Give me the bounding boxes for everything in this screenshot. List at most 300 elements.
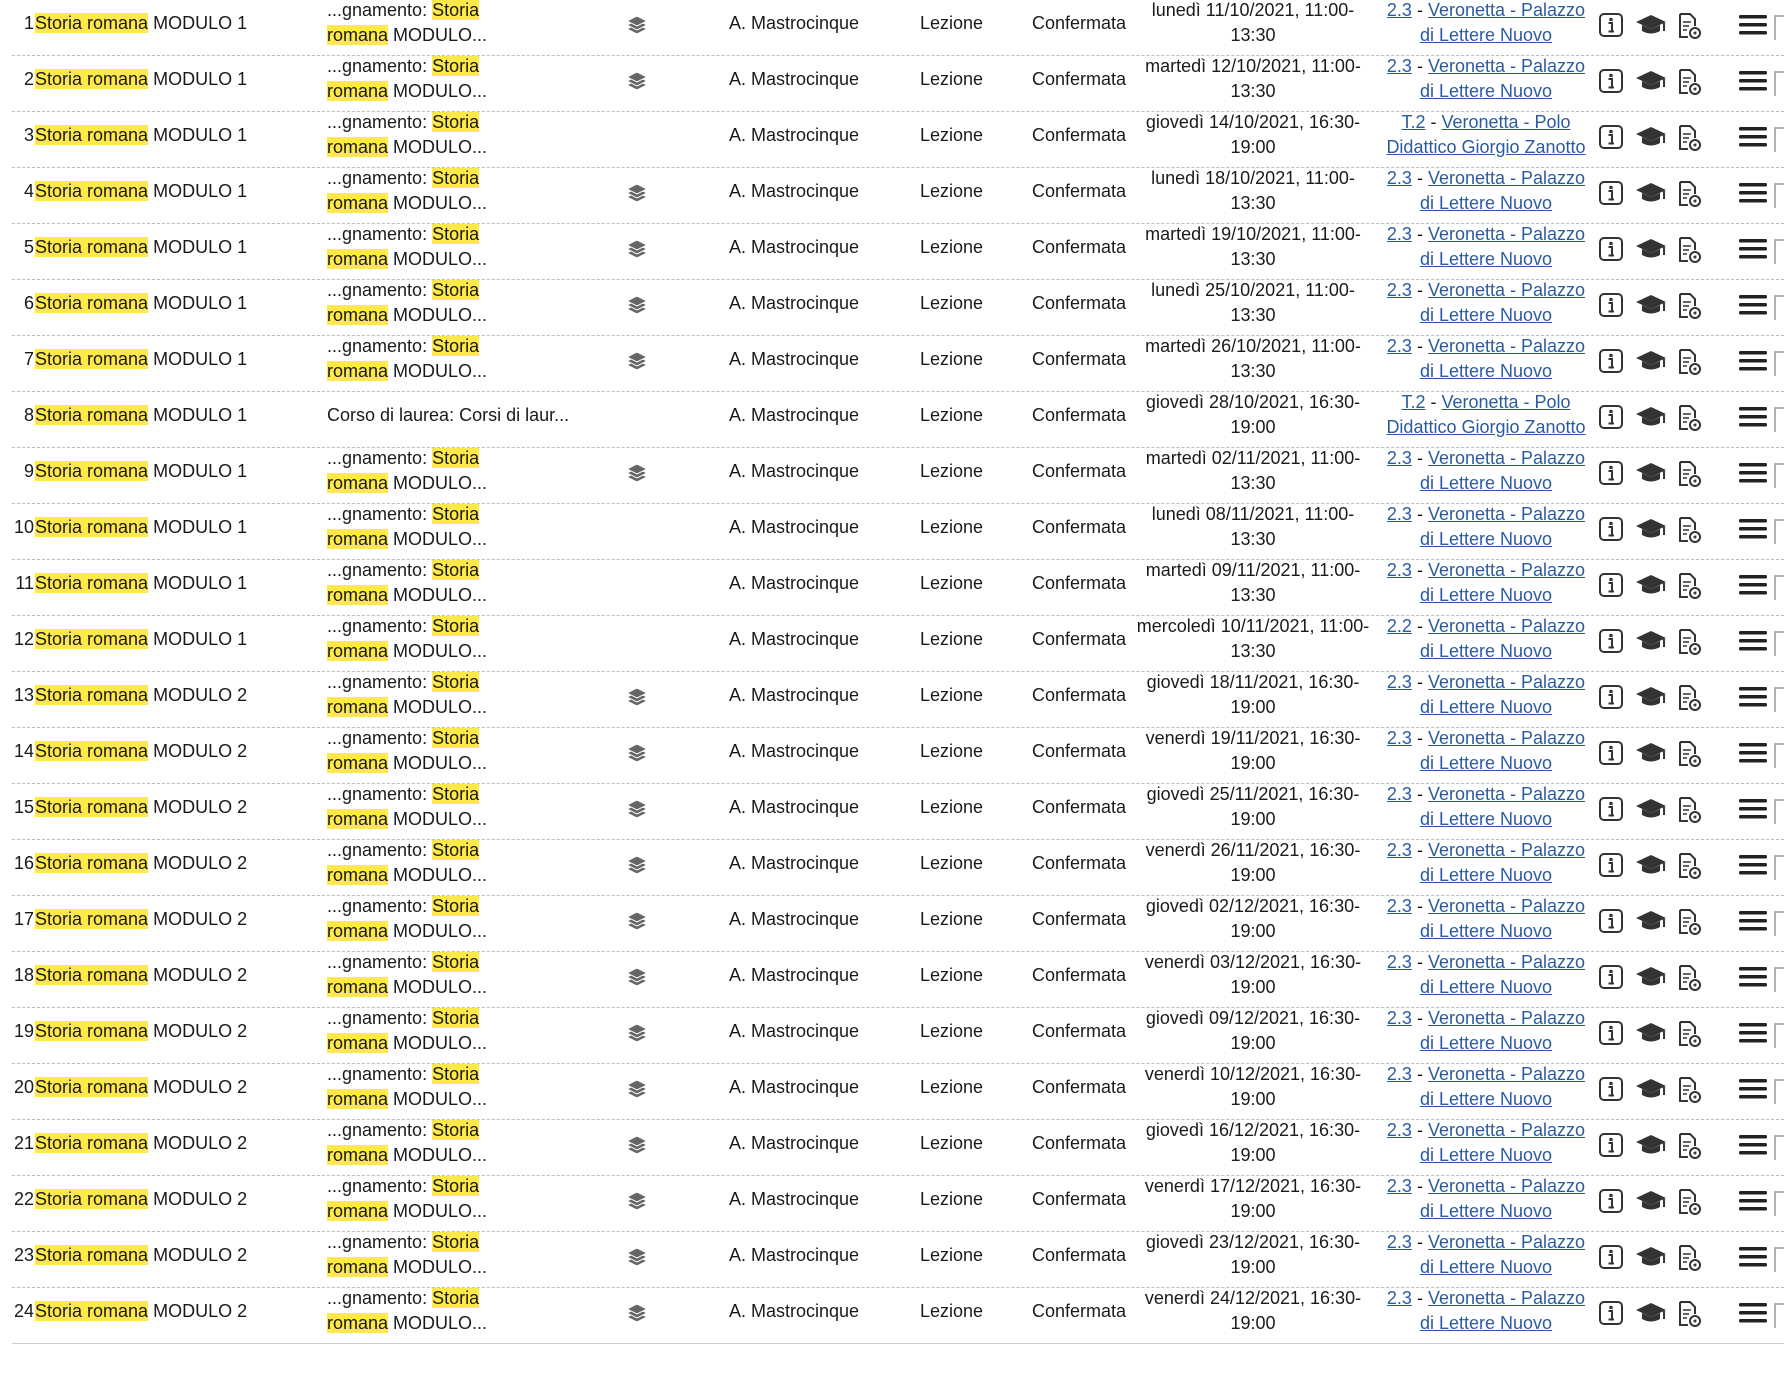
checkbox-edge[interactable]	[1774, 351, 1784, 377]
info-icon[interactable]	[1598, 1132, 1624, 1158]
checkbox-edge[interactable]	[1774, 1303, 1784, 1329]
room-code-link[interactable]: 2.3	[1386, 952, 1412, 972]
teacher-name: A. Mastrocinque	[729, 685, 860, 705]
event-end-time: 13:30	[1230, 529, 1276, 549]
calendar-settings-icon[interactable]	[1676, 516, 1702, 544]
event-date: giovedì 14/10/2021, 16:30-	[1145, 112, 1361, 132]
row-number: 8	[23, 405, 34, 425]
info-icon[interactable]	[1598, 68, 1624, 94]
graduation-cap-icon[interactable]	[1634, 460, 1668, 486]
event-type: Lezione	[920, 237, 984, 257]
row-number: 2	[23, 69, 34, 89]
context-text: ...gnamento: Storia romana MODULO...	[327, 280, 488, 325]
calendar-settings-icon[interactable]	[1676, 1020, 1702, 1048]
event-datetime	[1134, 222, 1372, 272]
row-number: 22	[13, 1189, 34, 1209]
teacher-name: A. Mastrocinque	[729, 741, 860, 761]
row-number: 17	[13, 909, 34, 929]
event-datetime	[1134, 1174, 1372, 1224]
event-end-time: 19:00	[1230, 1201, 1276, 1221]
row-number: 4	[23, 181, 34, 201]
row-number: 21	[13, 1133, 34, 1153]
event-datetime	[1134, 110, 1372, 160]
info-icon[interactable]	[1598, 1188, 1624, 1214]
event-date: martedì 09/11/2021, 11:00-	[1145, 560, 1361, 580]
menu-icon[interactable]	[1738, 1020, 1768, 1046]
table-row	[12, 672, 1784, 728]
checkbox-edge[interactable]	[1774, 519, 1784, 545]
course-module: MODULO 1	[153, 181, 248, 201]
course-module: MODULO 1	[153, 125, 248, 145]
menu-icon[interactable]	[1738, 572, 1768, 598]
graduation-cap-icon[interactable]	[1634, 348, 1668, 374]
checkbox-edge[interactable]	[1774, 15, 1784, 41]
event-date: martedì 19/10/2021, 11:00-	[1145, 224, 1361, 244]
event-type: Lezione	[920, 13, 984, 33]
room-code-link[interactable]: 2.3	[1386, 728, 1412, 748]
room-location-link[interactable]: Veronetta - Palazzo di Lettere Nuovo	[1419, 728, 1586, 773]
course-name	[35, 1299, 247, 1324]
calendar-settings-icon[interactable]	[1676, 1188, 1702, 1216]
books-icon[interactable]	[624, 348, 650, 374]
menu-icon[interactable]	[1738, 1076, 1768, 1102]
course-name	[35, 67, 247, 92]
room-location-link[interactable]: Veronetta - Palazzo di Lettere Nuovo	[1419, 952, 1586, 997]
info-icon[interactable]	[1598, 180, 1624, 206]
checkbox-edge[interactable]	[1774, 1079, 1784, 1105]
event-status: Confermata	[1032, 461, 1127, 481]
room-location-link[interactable]: Veronetta - Palazzo di Lettere Nuovo	[1419, 1120, 1586, 1165]
event-datetime	[1134, 558, 1372, 608]
teacher-name: A. Mastrocinque	[729, 1133, 860, 1153]
room-location-link[interactable]: Veronetta - Polo Didattico Giorgio Zanotto	[1386, 392, 1586, 437]
checkbox-edge[interactable]	[1774, 1135, 1784, 1161]
graduation-cap-icon[interactable]	[1634, 740, 1668, 766]
graduation-cap-icon[interactable]	[1634, 12, 1668, 38]
menu-icon[interactable]	[1738, 628, 1768, 654]
checkbox-edge[interactable]	[1774, 799, 1784, 825]
graduation-cap-icon[interactable]	[1634, 236, 1668, 262]
course-highlight: Storia romana	[35, 741, 149, 761]
event-end-time: 19:00	[1230, 697, 1276, 717]
info-icon[interactable]	[1598, 740, 1624, 766]
calendar-settings-icon[interactable]	[1676, 1244, 1702, 1272]
room-location-link[interactable]: Veronetta - Palazzo di Lettere Nuovo	[1419, 784, 1586, 829]
calendar-settings-icon[interactable]	[1676, 796, 1702, 824]
event-type: Lezione	[920, 349, 984, 369]
books-icon[interactable]	[624, 180, 650, 206]
checkbox-edge[interactable]	[1774, 855, 1784, 881]
event-date: venerdì 03/12/2021, 16:30-	[1144, 952, 1362, 972]
menu-icon[interactable]	[1738, 908, 1768, 934]
room-location-link[interactable]: Veronetta - Palazzo di Lettere Nuovo	[1419, 840, 1586, 885]
info-icon[interactable]	[1598, 1300, 1624, 1326]
graduation-cap-icon[interactable]	[1634, 292, 1668, 318]
context-text: Corso di laurea: Corsi di laur...	[327, 405, 570, 425]
teacher-name: A. Mastrocinque	[729, 125, 860, 145]
calendar-settings-icon[interactable]	[1676, 460, 1702, 488]
room-code-link[interactable]: T.2	[1401, 112, 1426, 132]
event-status: Confermata	[1032, 1189, 1127, 1209]
checkbox-edge[interactable]	[1774, 295, 1784, 321]
menu-icon[interactable]	[1738, 1188, 1768, 1214]
calendar-settings-icon[interactable]	[1676, 684, 1702, 712]
calendar-settings-icon[interactable]	[1676, 740, 1702, 768]
info-icon[interactable]	[1598, 12, 1624, 38]
info-icon[interactable]	[1598, 852, 1624, 878]
course-highlight: Storia romana	[35, 349, 149, 369]
room-location-link[interactable]: Veronetta - Palazzo di Lettere Nuovo	[1419, 1232, 1586, 1277]
graduation-cap-icon[interactable]	[1634, 404, 1668, 430]
room-code-link[interactable]: 2.3	[1386, 1008, 1412, 1028]
menu-icon[interactable]	[1738, 236, 1768, 262]
graduation-cap-icon[interactable]	[1634, 1020, 1668, 1046]
room-code-link[interactable]: 2.3	[1386, 504, 1412, 524]
menu-icon[interactable]	[1738, 1300, 1768, 1326]
room-location-link[interactable]: Veronetta - Palazzo di Lettere Nuovo	[1419, 0, 1586, 45]
info-icon[interactable]	[1598, 1020, 1624, 1046]
checkbox-edge[interactable]	[1774, 911, 1784, 937]
context-text: ...gnamento: Storia romana MODULO...	[327, 1008, 488, 1053]
info-icon[interactable]	[1598, 292, 1624, 318]
calendar-settings-icon[interactable]	[1676, 1076, 1702, 1104]
books-icon[interactable]	[624, 964, 650, 990]
event-type: Lezione	[920, 1245, 984, 1265]
room-location-link[interactable]: Veronetta - Palazzo di Lettere Nuovo	[1419, 1176, 1586, 1221]
books-icon[interactable]	[624, 684, 650, 710]
info-icon[interactable]	[1598, 908, 1624, 934]
course-module: MODULO 2	[153, 685, 248, 705]
info-icon[interactable]	[1598, 684, 1624, 710]
calendar-settings-icon[interactable]	[1676, 572, 1702, 600]
course-name	[35, 571, 247, 596]
event-room: 2.3 - Veronetta - Palazzo di Lettere Nuovo	[1386, 280, 1586, 325]
teacher-name: A. Mastrocinque	[729, 1077, 860, 1097]
room-location-link[interactable]: Veronetta - Palazzo di Lettere Nuovo	[1419, 1008, 1586, 1053]
course-module: MODULO 2	[153, 1133, 248, 1153]
event-end-time: 19:00	[1230, 1257, 1276, 1277]
room-code-link[interactable]: T.2	[1401, 392, 1426, 412]
books-icon[interactable]	[624, 796, 650, 822]
course-name	[35, 963, 247, 988]
event-end-time: 13:30	[1230, 25, 1276, 45]
table-row	[12, 392, 1784, 448]
event-date: giovedì 28/10/2021, 16:30-	[1145, 392, 1361, 412]
room-location-link[interactable]: Veronetta - Palazzo di Lettere Nuovo	[1419, 336, 1586, 381]
books-icon[interactable]	[624, 852, 650, 878]
event-status: Confermata	[1032, 349, 1127, 369]
room-code-link[interactable]: 2.3	[1386, 56, 1412, 76]
graduation-cap-icon[interactable]	[1634, 68, 1668, 94]
calendar-settings-icon[interactable]	[1676, 292, 1702, 320]
room-code-link[interactable]: 2.3	[1386, 336, 1412, 356]
event-datetime	[1134, 670, 1372, 720]
course-name	[35, 795, 247, 820]
event-status: Confermata	[1032, 1077, 1127, 1097]
graduation-cap-icon[interactable]	[1634, 628, 1668, 654]
books-icon[interactable]	[624, 460, 650, 486]
room-code-link[interactable]: 2.2	[1386, 616, 1412, 636]
graduation-cap-icon[interactable]	[1634, 1076, 1668, 1102]
event-datetime	[1134, 614, 1372, 664]
event-status: Confermata	[1032, 293, 1127, 313]
checkbox-edge[interactable]	[1774, 1191, 1784, 1217]
course-module: MODULO 1	[153, 573, 248, 593]
graduation-cap-icon[interactable]	[1634, 1300, 1668, 1326]
course-highlight: Storia romana	[35, 405, 149, 425]
calendar-settings-icon[interactable]	[1676, 628, 1702, 656]
event-type: Lezione	[920, 1021, 984, 1041]
menu-icon[interactable]	[1738, 516, 1768, 542]
event-end-time: 13:30	[1230, 81, 1276, 101]
room-code-link[interactable]: 2.3	[1386, 672, 1412, 692]
info-icon[interactable]	[1598, 796, 1624, 822]
event-date: giovedì 18/11/2021, 16:30-	[1146, 672, 1360, 692]
calendar-settings-icon[interactable]	[1676, 12, 1702, 40]
calendar-settings-icon[interactable]	[1676, 180, 1702, 208]
checkbox-edge[interactable]	[1774, 71, 1784, 97]
room-code-link[interactable]: 2.3	[1386, 1064, 1412, 1084]
event-date: venerdì 26/11/2021, 16:30-	[1145, 840, 1361, 860]
info-icon[interactable]	[1598, 460, 1624, 486]
teacher-name: A. Mastrocinque	[729, 573, 860, 593]
graduation-cap-icon[interactable]	[1634, 1244, 1668, 1270]
event-datetime	[1134, 1286, 1372, 1336]
checkbox-edge[interactable]	[1774, 687, 1784, 713]
event-datetime	[1134, 838, 1372, 888]
course-name	[35, 11, 247, 36]
info-icon[interactable]	[1598, 348, 1624, 374]
room-location-link[interactable]: Veronetta - Palazzo di Lettere Nuovo	[1419, 504, 1586, 549]
room-location-link[interactable]: Veronetta - Palazzo di Lettere Nuovo	[1419, 1288, 1586, 1333]
room-code-link[interactable]: 2.3	[1386, 896, 1412, 916]
room-code-link[interactable]: 2.3	[1386, 784, 1412, 804]
calendar-settings-icon[interactable]	[1676, 964, 1702, 992]
checkbox-edge[interactable]	[1774, 631, 1784, 657]
room-code-link[interactable]: 2.3	[1386, 224, 1412, 244]
course-highlight: Storia romana	[35, 293, 149, 313]
menu-icon[interactable]	[1738, 404, 1768, 430]
event-type: Lezione	[920, 965, 984, 985]
books-icon[interactable]	[624, 1076, 650, 1102]
event-date: martedì 02/11/2021, 11:00-	[1145, 448, 1361, 468]
table-row	[12, 112, 1784, 168]
event-type: Lezione	[920, 797, 984, 817]
calendar-settings-icon[interactable]	[1676, 404, 1702, 432]
graduation-cap-icon[interactable]	[1634, 684, 1668, 710]
calendar-settings-icon[interactable]	[1676, 1300, 1702, 1328]
menu-icon[interactable]	[1738, 124, 1768, 150]
room-location-link[interactable]: Veronetta - Palazzo di Lettere Nuovo	[1419, 280, 1586, 325]
event-type: Lezione	[920, 181, 984, 201]
event-room: 2.3 - Veronetta - Palazzo di Lettere Nuovo	[1386, 1288, 1586, 1333]
course-module: MODULO 2	[153, 1245, 248, 1265]
course-name	[35, 1075, 247, 1100]
info-icon[interactable]	[1598, 236, 1624, 262]
checkbox-edge[interactable]	[1774, 575, 1784, 601]
graduation-cap-icon[interactable]	[1634, 908, 1668, 934]
table-row	[12, 896, 1784, 952]
event-status: Confermata	[1032, 13, 1127, 33]
event-room: 2.3 - Veronetta - Palazzo di Lettere Nuovo	[1386, 1008, 1586, 1053]
event-datetime	[1134, 782, 1372, 832]
menu-icon[interactable]	[1738, 684, 1768, 710]
event-datetime	[1134, 1118, 1372, 1168]
calendar-settings-icon[interactable]	[1676, 348, 1702, 376]
books-icon[interactable]	[624, 292, 650, 318]
room-code-link[interactable]: 2.3	[1386, 560, 1412, 580]
room-code-link[interactable]: 2.3	[1386, 448, 1412, 468]
teacher-name: A. Mastrocinque	[729, 1301, 860, 1321]
checkbox-edge[interactable]	[1774, 183, 1784, 209]
menu-icon[interactable]	[1738, 292, 1768, 318]
info-icon[interactable]	[1598, 1244, 1624, 1270]
course-module: MODULO 1	[153, 13, 248, 33]
teacher-name: A. Mastrocinque	[729, 797, 860, 817]
event-date: venerdì 19/11/2021, 16:30-	[1145, 728, 1361, 748]
info-icon[interactable]	[1598, 964, 1624, 990]
context-text: ...gnamento: Storia romana MODULO...	[327, 728, 488, 773]
table-row	[12, 1008, 1784, 1064]
menu-icon[interactable]	[1738, 460, 1768, 486]
books-icon[interactable]	[624, 236, 650, 262]
menu-icon[interactable]	[1738, 180, 1768, 206]
checkbox-edge[interactable]	[1774, 407, 1784, 433]
context-text: ...gnamento: Storia romana MODULO...	[327, 336, 488, 381]
checkbox-edge[interactable]	[1774, 463, 1784, 489]
room-location-link[interactable]: Veronetta - Palazzo di Lettere Nuovo	[1419, 224, 1586, 269]
event-end-time: 19:00	[1230, 1145, 1276, 1165]
context-text: ...gnamento: Storia romana MODULO...	[327, 1232, 488, 1277]
event-datetime	[1134, 446, 1372, 496]
books-icon[interactable]	[624, 1300, 650, 1326]
event-status: Confermata	[1032, 125, 1127, 145]
course-module: MODULO 1	[153, 405, 248, 425]
course-highlight: Storia romana	[35, 461, 149, 481]
calendar-settings-icon[interactable]	[1676, 124, 1702, 152]
room-code-link[interactable]: 2.3	[1386, 1232, 1412, 1252]
room-location-link[interactable]: Veronetta - Palazzo di Lettere Nuovo	[1419, 672, 1586, 717]
room-location-link[interactable]: Veronetta - Palazzo di Lettere Nuovo	[1419, 616, 1586, 661]
checkbox-edge[interactable]	[1774, 127, 1784, 153]
room-location-link[interactable]: Veronetta - Palazzo di Lettere Nuovo	[1419, 1064, 1586, 1109]
event-room: 2.3 - Veronetta - Palazzo di Lettere Nuovo	[1386, 1232, 1586, 1277]
info-icon[interactable]	[1598, 404, 1624, 430]
room-code-link[interactable]: 2.3	[1386, 280, 1412, 300]
info-icon[interactable]	[1598, 628, 1624, 654]
info-icon[interactable]	[1598, 1076, 1624, 1102]
room-location-link[interactable]: Veronetta - Palazzo di Lettere Nuovo	[1419, 448, 1586, 493]
calendar-settings-icon[interactable]	[1676, 68, 1702, 96]
books-icon[interactable]	[624, 1244, 650, 1270]
info-icon[interactable]	[1598, 124, 1624, 150]
course-highlight: Storia romana	[35, 1021, 149, 1041]
room-code-link[interactable]: 2.3	[1386, 1176, 1412, 1196]
room-code-link[interactable]: 2.3	[1386, 1120, 1412, 1140]
graduation-cap-icon[interactable]	[1634, 1132, 1668, 1158]
graduation-cap-icon[interactable]	[1634, 1188, 1668, 1214]
room-location-link[interactable]: Veronetta - Palazzo di Lettere Nuovo	[1419, 56, 1586, 101]
room-location-link[interactable]: Veronetta - Polo Didattico Giorgio Zanotto	[1386, 112, 1586, 157]
course-name	[35, 739, 247, 764]
event-datetime	[1134, 726, 1372, 776]
room-location-link[interactable]: Veronetta - Palazzo di Lettere Nuovo	[1419, 168, 1586, 213]
books-icon[interactable]	[624, 908, 650, 934]
graduation-cap-icon[interactable]	[1634, 516, 1668, 542]
event-end-time: 13:30	[1230, 473, 1276, 493]
books-icon[interactable]	[624, 68, 650, 94]
room-location-link[interactable]: Veronetta - Palazzo di Lettere Nuovo	[1419, 896, 1586, 941]
books-icon[interactable]	[624, 1188, 650, 1214]
menu-icon[interactable]	[1738, 12, 1768, 38]
calendar-settings-icon[interactable]	[1676, 852, 1702, 880]
books-icon[interactable]	[624, 1020, 650, 1046]
graduation-cap-icon[interactable]	[1634, 796, 1668, 822]
checkbox-edge[interactable]	[1774, 1023, 1784, 1049]
checkbox-edge[interactable]	[1774, 743, 1784, 769]
menu-icon[interactable]	[1738, 1132, 1768, 1158]
checkbox-edge[interactable]	[1774, 239, 1784, 265]
course-highlight: Storia romana	[35, 1245, 149, 1265]
event-room: T.2 - Veronetta - Polo Didattico Giorgio Zanotto	[1386, 112, 1586, 157]
event-room: 2.3 - Veronetta - Palazzo di Lettere Nuovo	[1386, 1176, 1586, 1221]
books-icon[interactable]	[624, 1132, 650, 1158]
graduation-cap-icon[interactable]	[1634, 180, 1668, 206]
books-icon[interactable]	[624, 740, 650, 766]
info-icon[interactable]	[1598, 516, 1624, 542]
room-location-link[interactable]: Veronetta - Palazzo di Lettere Nuovo	[1419, 560, 1586, 605]
menu-icon[interactable]	[1738, 740, 1768, 766]
table-row	[12, 1232, 1784, 1288]
books-icon[interactable]	[624, 12, 650, 38]
info-icon[interactable]	[1598, 572, 1624, 598]
context-text: ...gnamento: Storia romana MODULO...	[327, 952, 488, 997]
graduation-cap-icon[interactable]	[1634, 852, 1668, 878]
menu-icon[interactable]	[1738, 852, 1768, 878]
calendar-settings-icon[interactable]	[1676, 908, 1702, 936]
event-status: Confermata	[1032, 1133, 1127, 1153]
event-status: Confermata	[1032, 853, 1127, 873]
menu-icon[interactable]	[1738, 964, 1768, 990]
event-type: Lezione	[920, 1301, 984, 1321]
checkbox-edge[interactable]	[1774, 1247, 1784, 1273]
event-date: lunedì 11/10/2021, 11:00-	[1151, 0, 1355, 20]
teacher-name: A. Mastrocinque	[729, 853, 860, 873]
event-type: Lezione	[920, 853, 984, 873]
event-datetime	[1134, 894, 1372, 944]
menu-icon[interactable]	[1738, 68, 1768, 94]
course-module: MODULO 2	[153, 965, 248, 985]
event-datetime	[1134, 1006, 1372, 1056]
calendar-settings-icon[interactable]	[1676, 236, 1702, 264]
room-code-link[interactable]: 2.3	[1386, 840, 1412, 860]
checkbox-edge[interactable]	[1774, 967, 1784, 993]
room-code-link[interactable]: 2.3	[1386, 0, 1412, 20]
event-end-time: 13:30	[1230, 641, 1276, 661]
calendar-settings-icon[interactable]	[1676, 1132, 1702, 1160]
row-number: 5	[23, 237, 34, 257]
menu-icon[interactable]	[1738, 1244, 1768, 1270]
graduation-cap-icon[interactable]	[1634, 124, 1668, 150]
event-type: Lezione	[920, 405, 984, 425]
room-code-link[interactable]: 2.3	[1386, 168, 1412, 188]
graduation-cap-icon[interactable]	[1634, 572, 1668, 598]
menu-icon[interactable]	[1738, 348, 1768, 374]
room-code-link[interactable]: 2.3	[1386, 1288, 1412, 1308]
graduation-cap-icon[interactable]	[1634, 964, 1668, 990]
menu-icon[interactable]	[1738, 796, 1768, 822]
event-room: 2.2 - Veronetta - Palazzo di Lettere Nuovo	[1386, 616, 1586, 661]
